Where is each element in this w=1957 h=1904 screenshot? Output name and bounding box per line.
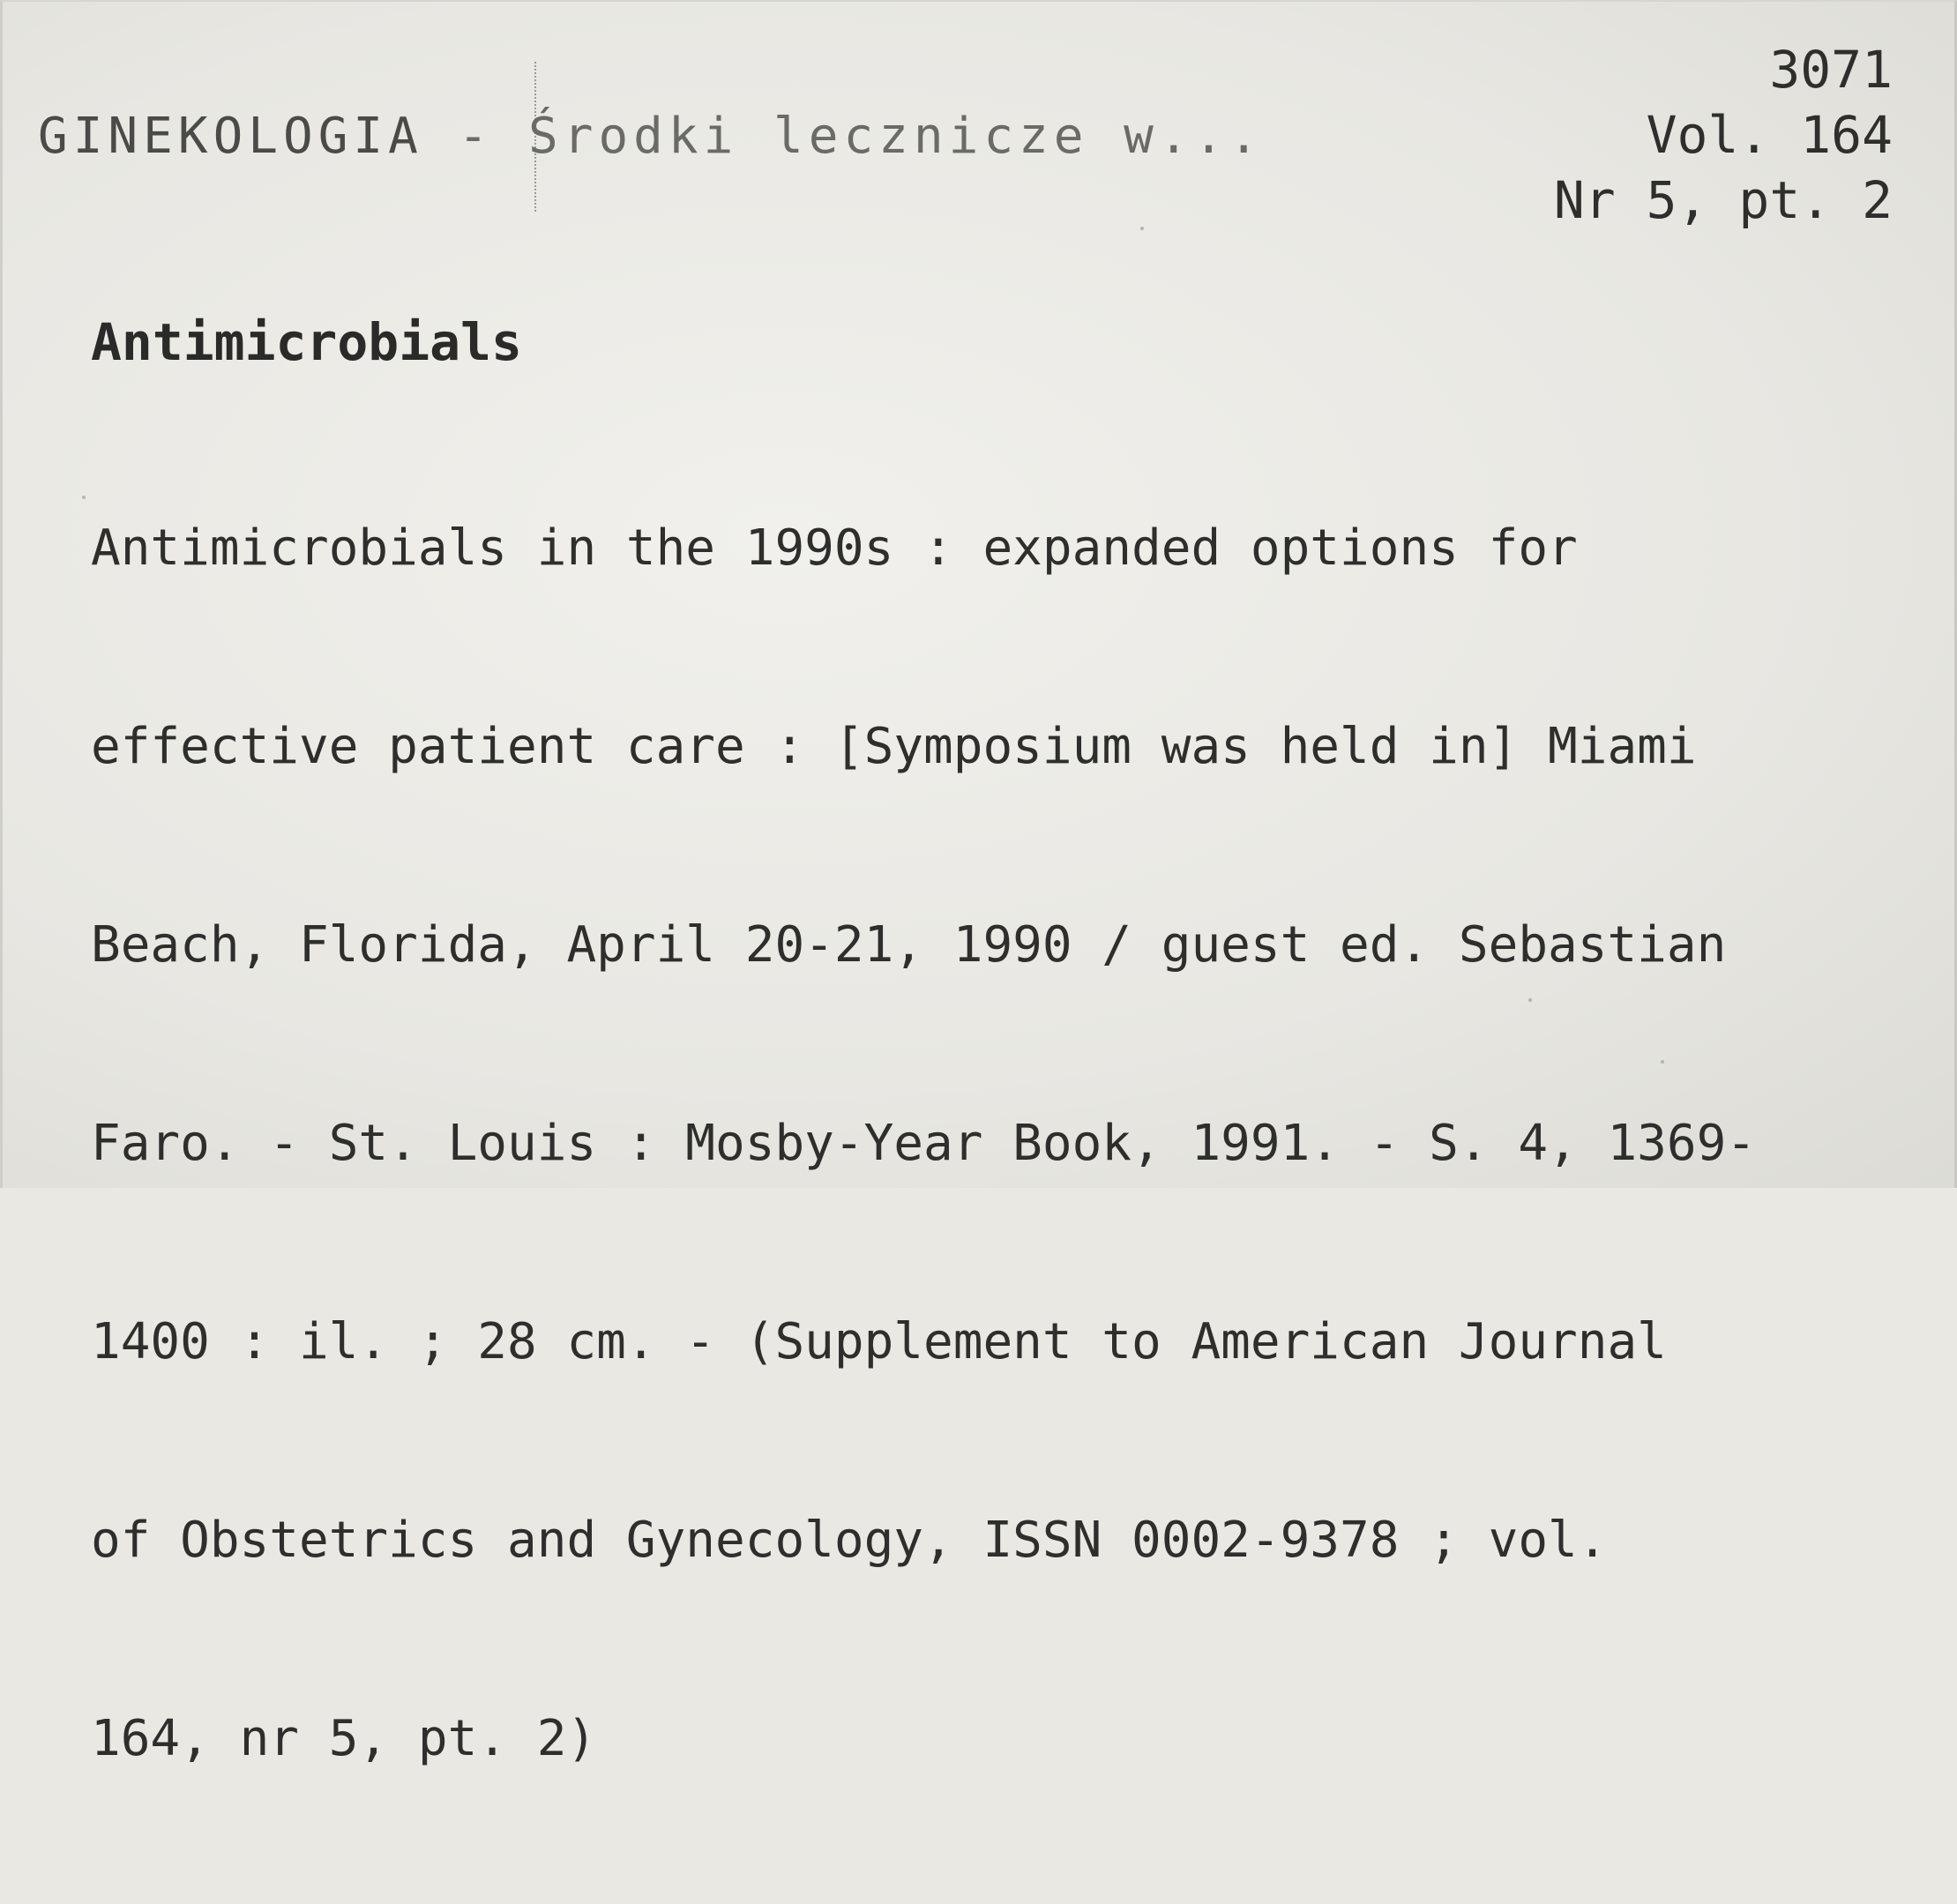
call-number-line: Vol. 164 — [1646, 105, 1893, 165]
subject-heading — [38, 108, 1264, 165]
description-line: Faro. - St. Louis : Mosby-Year Book, 1991. - S. 4, 1369- — [91, 1115, 1757, 1172]
description-line: Antimicrobials in the 1990s : expanded options for — [91, 519, 1578, 577]
call-number — [1452, 37, 1893, 233]
description-line: Beach, Florida, April 20-21, 1990 / guest ed. Sebastian — [91, 916, 1727, 974]
description-line: 164, nr 5, pt. 2) — [91, 1710, 597, 1767]
paper-speck — [1140, 227, 1144, 230]
description-line: 1400 : il. ; 28 cm. - (Supplement to American Journal — [91, 1313, 1667, 1370]
description-line: effective patient care : [Symposium was held in] Miami — [91, 718, 1697, 775]
subject-main: GINEKOLOGIA — [38, 108, 423, 165]
paper-speck — [82, 496, 86, 499]
paper-speck — [1528, 998, 1532, 1002]
call-number-line: 3071 — [1769, 40, 1893, 100]
bibliographic-description — [91, 383, 1756, 1904]
call-number-line: Nr 5, pt. 2 — [1553, 170, 1893, 230]
description-line: of Obstetrics and Gynecology, ISSN 0002-9378 ; vol. — [91, 1512, 1608, 1569]
subject-subdivision: - Środki lecznicze w... — [422, 108, 1265, 165]
paper-speck — [1661, 1060, 1664, 1064]
entry-heading: Antimicrobials — [91, 312, 522, 372]
